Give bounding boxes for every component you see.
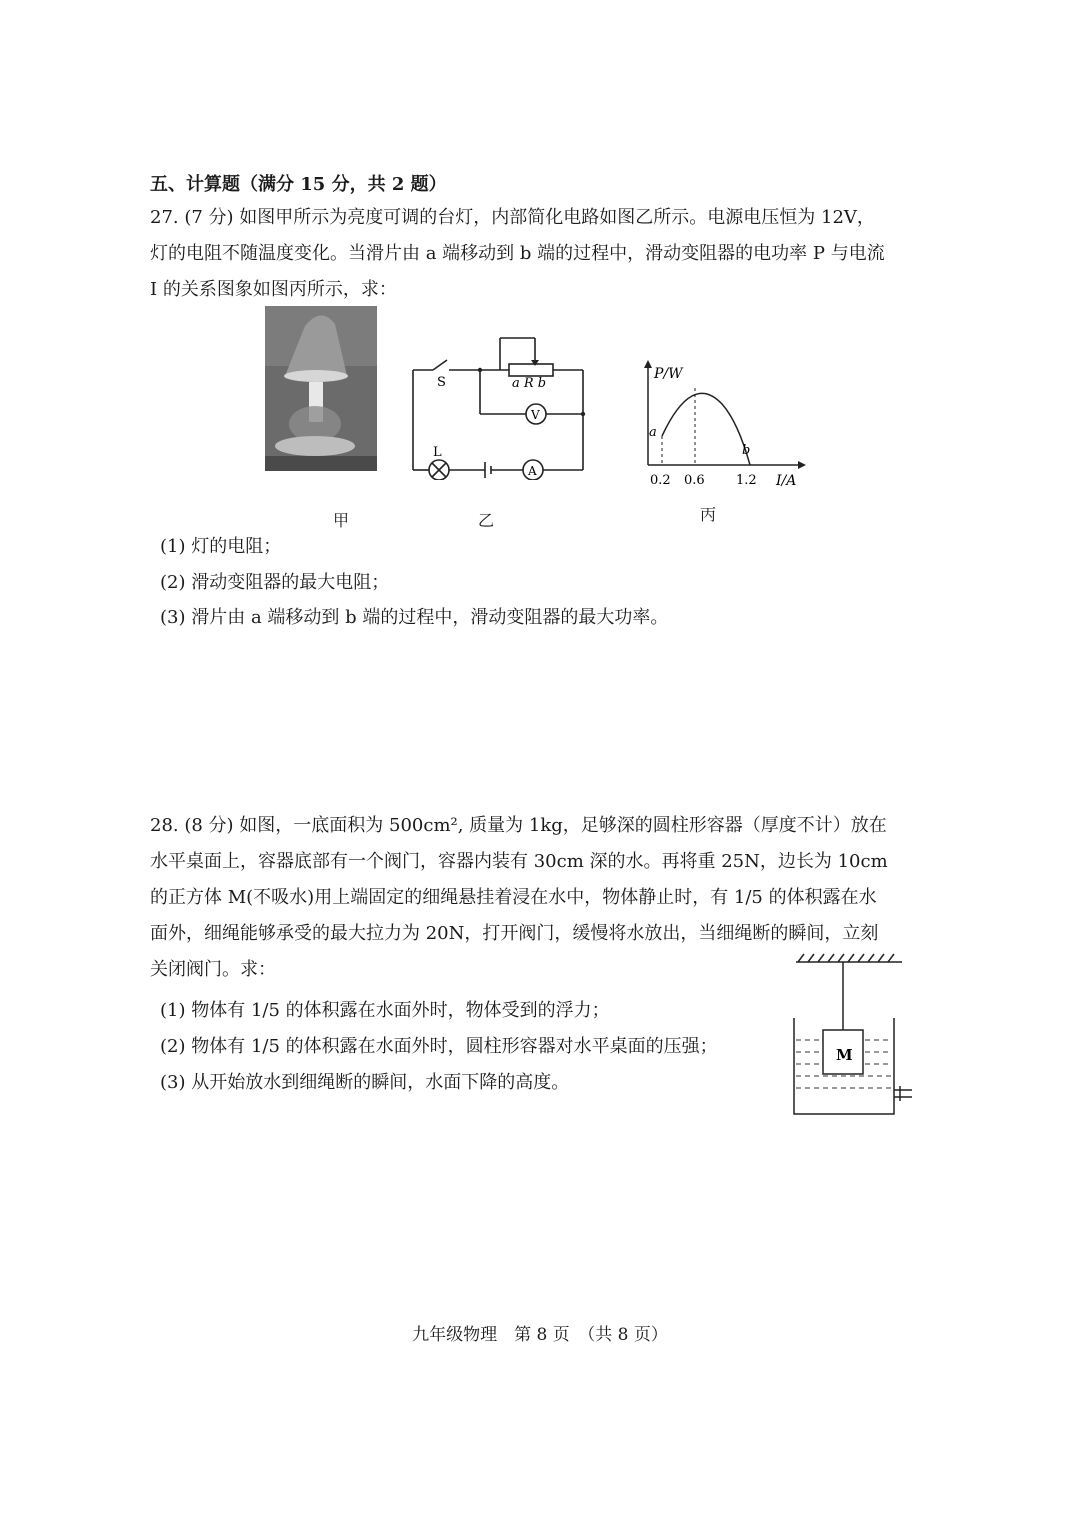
q27-line: I 的关系图象如图丙所示，求：	[150, 279, 397, 300]
q27-line: 灯的电阻不随温度变化。当滑片由 a 端移动到 b 端的过程中，滑动变阻器的电功率 P 与电流	[150, 243, 885, 264]
q28-line: 面外，细绳能够承受的最大拉力为 20N，打开阀门，缓慢将水放出，当细绳断的瞬间，立刻	[150, 923, 879, 944]
q27-sub-question: (3) 滑片由 a 端移动到 b 端的过程中，滑动变阻器的最大功率。	[160, 607, 669, 628]
container-diagram	[790, 950, 920, 1118]
q28-sub-question: (1) 物体有 1/5 的体积露在水面外时，物体受到的浮力；	[160, 1000, 610, 1021]
caption-jia: 甲	[333, 511, 350, 530]
power-current-graph	[630, 360, 810, 495]
lamp-photo-drawing	[265, 306, 377, 471]
lamp-label: L	[433, 445, 442, 460]
q28-line: 28. (8 分) 如图，一底面积为 500cm², 质量为 1kg，足够深的圆柱形容器（厚度不计）放在	[150, 815, 887, 836]
q27-sub-question: (1) 灯的电阻；	[160, 536, 282, 557]
graph-xtick: 0.6	[684, 473, 705, 488]
graph-xlabel: I/A	[776, 473, 797, 489]
graph-xtick: 0.2	[650, 473, 671, 488]
block-m-label: M	[836, 1046, 853, 1064]
graph-xtick: 1.2	[736, 473, 757, 488]
graph-ylabel: P/W	[654, 366, 683, 382]
q28-line: 的正方体 M(不吸水)用上端固定的细绳悬挂着浸在水中，物体静止时，有 1/5 的体积露在水	[150, 887, 877, 908]
q28-sub-question: (3) 从开始放水到细绳断的瞬间，水面下降的高度。	[160, 1072, 570, 1093]
q27-line: 27. (7 分) 如图甲所示为亮度可调的台灯，内部简化电路如图乙所示。电源电压恒为 12V，	[150, 207, 875, 228]
q27-text	[150, 200, 885, 308]
caption-yi: 乙	[478, 511, 495, 530]
page-footer: 九年级物理 第 8 页 （共 8 页）	[412, 1325, 668, 1345]
caption-bing: 丙	[700, 505, 717, 524]
rheostat-label: a R b	[512, 376, 547, 391]
q28-text	[150, 808, 888, 988]
lamp-photo	[265, 306, 377, 471]
q28-sub-question: (2) 物体有 1/5 的体积露在水面外时，圆柱形容器对水平桌面的压强；	[160, 1036, 718, 1057]
section-title: 五、计算题（满分 15 分，共 2 题）	[150, 174, 447, 195]
voltmeter-label: V	[531, 408, 540, 422]
q28-line: 水平桌面上，容器底部有一个阀门，容器内装有 30cm 深的水。再将重 25N，边长为 10cm	[150, 851, 888, 872]
q28-line: 关闭阀门。求：	[150, 959, 276, 980]
ammeter-label: A	[528, 464, 537, 478]
graph-point-a: a	[649, 425, 657, 440]
q27-sub-question: (2) 滑动变阻器的最大电阻；	[160, 572, 390, 593]
graph-point-b: b	[742, 443, 751, 458]
circuit-diagram	[405, 330, 595, 480]
switch-label: S	[437, 375, 446, 390]
